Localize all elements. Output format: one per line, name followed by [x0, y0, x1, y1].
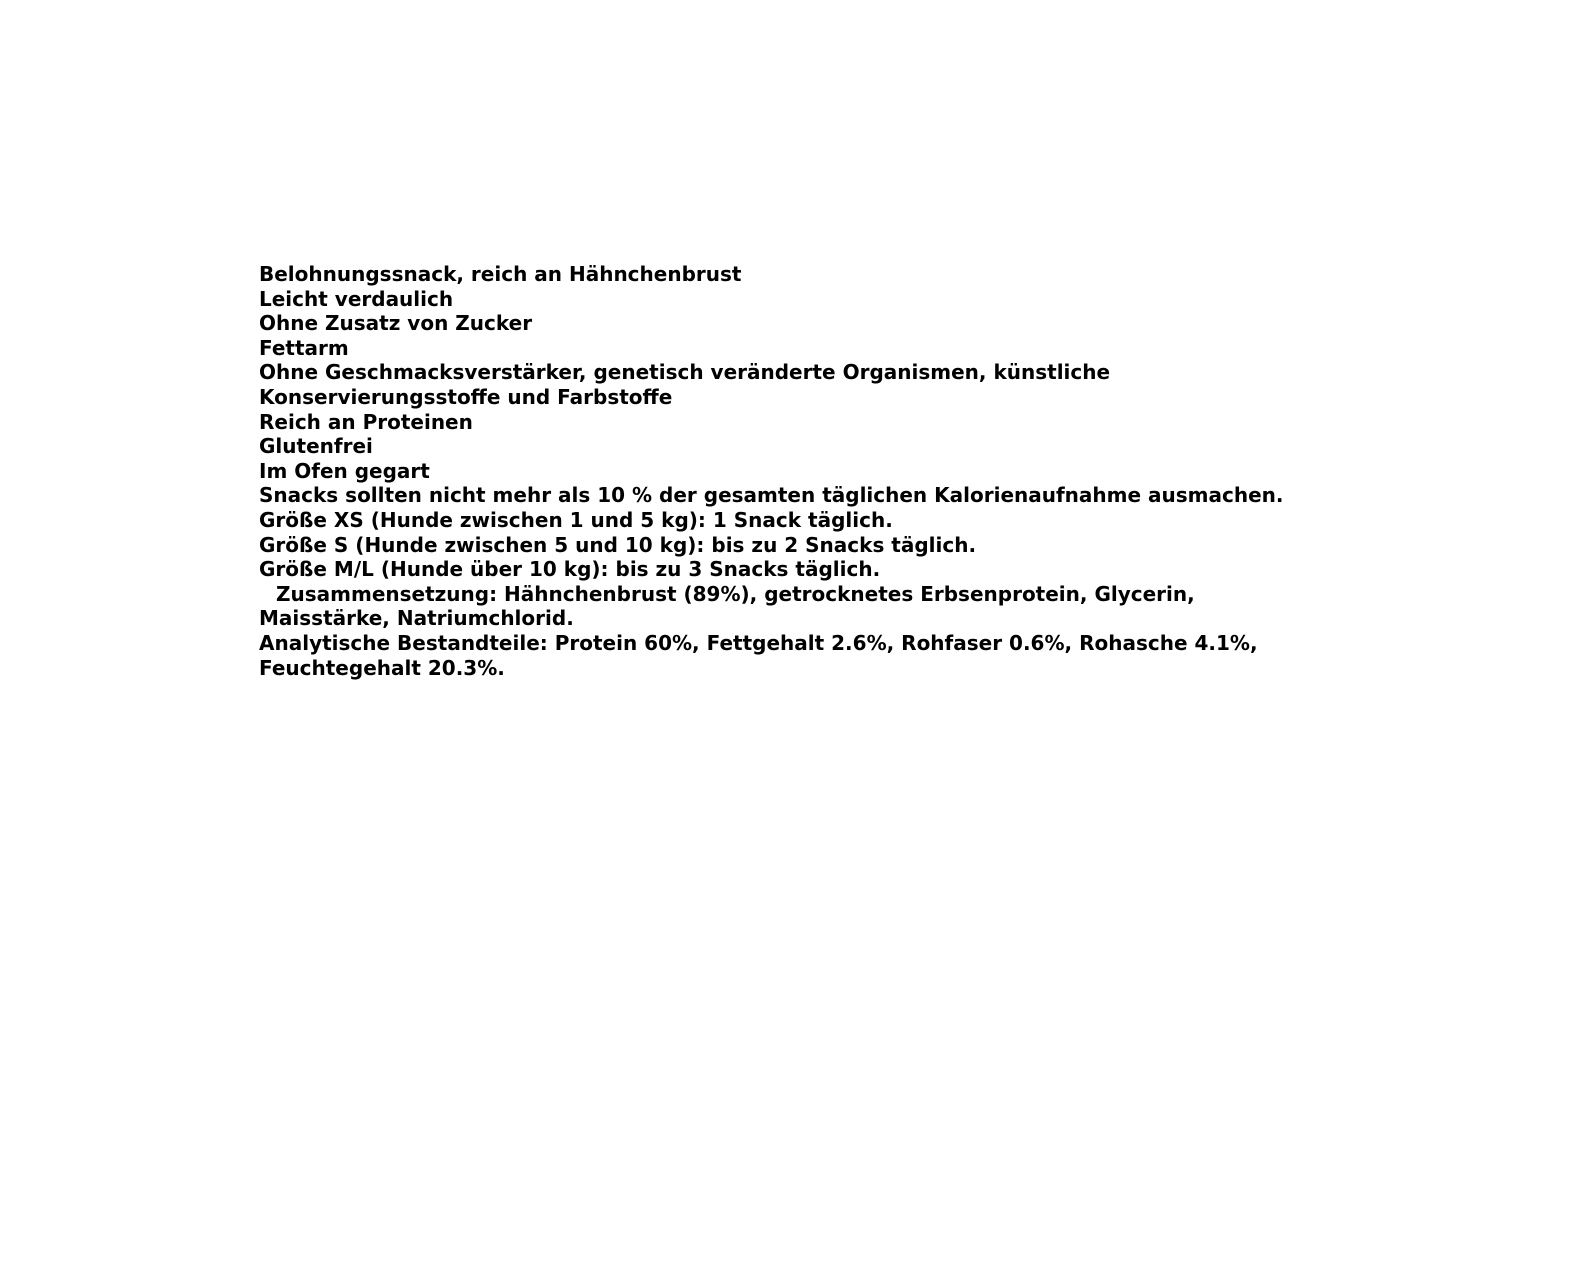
- feeding-line: Größe XS (Hunde zwischen 1 und 5 kg): 1 Snack täglich.: [259, 507, 893, 532]
- feature-line: Konservierungsstoffe und Farbstoffe: [259, 384, 673, 409]
- feature-line: Belohnungssnack, reich an Hähnchenbrust: [259, 262, 742, 286]
- feeding-line: Größe S (Hunde zwischen 5 und 10 kg): bis zu 2 Snacks täglich.: [259, 532, 977, 557]
- feature-line: Im Ofen gegart: [259, 458, 430, 483]
- feature-line: Ohne Zusatz von Zucker: [259, 311, 533, 336]
- feeding-line: Snacks sollten nicht mehr als 10 % der gesamten täglichen Kalorienaufnahme ausmachen.: [259, 483, 1284, 508]
- feature-line: Glutenfrei: [259, 434, 373, 459]
- feature-line: Leicht verdaulich: [259, 286, 454, 311]
- product-description: [259, 262, 1284, 680]
- analytical-constituents-text: Analytische Bestandteile: Protein 60%, Fettgehalt 2.6%, Rohfaser 0.6%, Rohasche 4.1%, Feuchtegehalt 20.3%.: [259, 630, 1258, 680]
- feature-line: Ohne Geschmacksverstärker, genetisch veränderte Organismen, künstliche: [259, 360, 1111, 385]
- feature-line: Fettarm: [259, 335, 349, 360]
- feeding-line: Größe M/L (Hunde über 10 kg): bis zu 3 Snacks täglich.: [259, 557, 881, 582]
- feature-line: Reich an Proteinen: [259, 409, 473, 434]
- composition-text: Zusammensetzung: Hähnchenbrust (89%), getrocknetes Erbsenprotein, Glycerin, Maisstärke, Natriumchlorid.: [259, 581, 1195, 631]
